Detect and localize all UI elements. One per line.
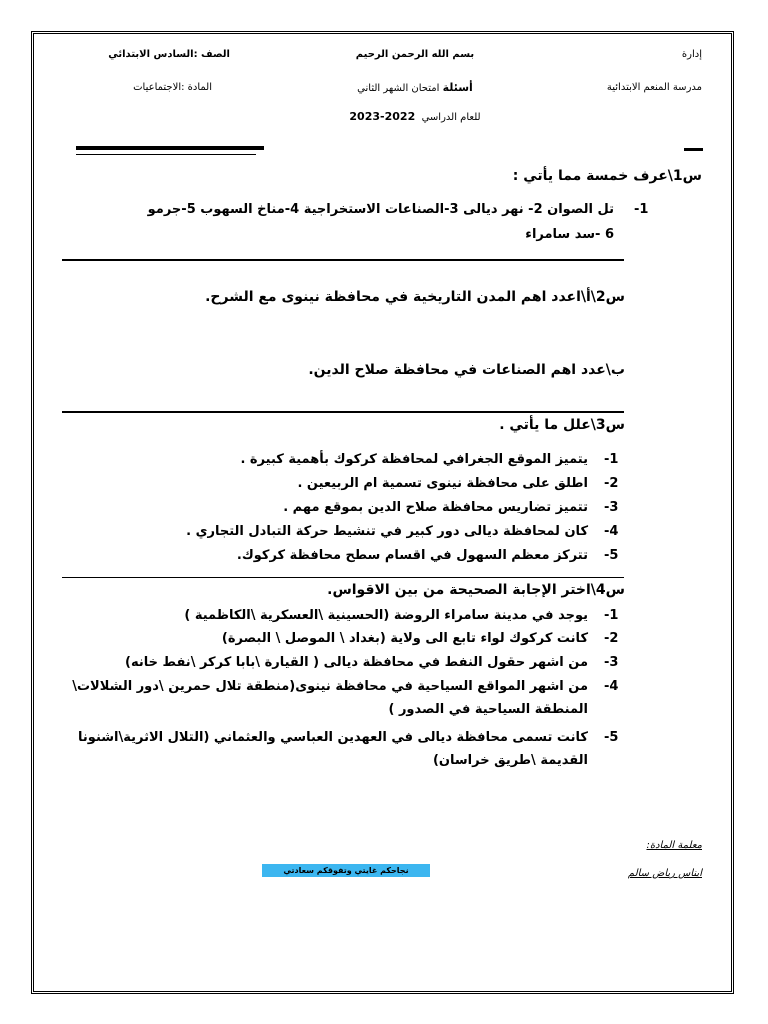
year-label: للعام الدراسي [421,112,481,123]
q3-item-number: -3 [604,500,619,515]
q1-divider [62,259,624,261]
q4-item-text: يوجد في مدينة سامراء الروضة (الحسينية \العسكرية \الكاظمية ) [184,608,588,623]
q4-item-number: -3 [604,655,619,670]
q4-item-text: من اشهر المواقع السياحية في محافظة نينوى(منطقة تلال حمرين \دور الشلالات\ [72,679,588,694]
q3-item-number: -1 [604,452,619,467]
teacher-name: ايناس رياض سالم [627,868,702,879]
q2-part-a: س2\أ\اعدد اهم المدن التاريخية في محافظة نينوى مع الشرح. [205,289,625,305]
q4-item-number: -1 [604,608,619,623]
q3-item-text: يتميز الموقع الجغرافي لمحافظة كركوك بأهمية كبيرة . [240,452,588,467]
q1-terms-line2: 6 -سد سامراء [525,227,614,242]
q1-terms-line1: تل الصوان 2- نهر ديالى 3-الصناعات الاستخراجية 4-مناخ السهوب 5-جرمو [147,202,614,217]
q4-item-number: -4 [604,679,619,694]
q4-item-text: القديمة \طريق خراسان) [432,753,588,768]
q4-item-text: من اشهر حقول النفط في محافظة ديالى ( القيارة \بابا كركر \نفط خانه) [125,655,588,670]
subject-label: المادة :الاجتماعيات [133,82,212,93]
academic-year [320,110,510,123]
q3-item-text: كان لمحافظة ديالى دور كبير في تنشيط حركة التبادل التجاري . [186,524,588,539]
q1-title: س1\عرف خمسة مما يأتي : [512,168,702,184]
q3-item-text: تتميز تضاريس محافظة صلاح الدين بموقع مهم . [283,500,588,515]
success-wish-banner: نجاحكم غايتي وتفوقكم سعادتي [262,864,430,877]
q3-item-text: اطلق على محافظة نينوى تسمية ام الربيعين . [297,476,588,491]
q4-item-text: كانت تسمى محافظة ديالى في العهدين العباسي والعثماني (التلال الاثرية\اشنونا [78,730,588,745]
q2-part-b: ب\عدد اهم الصناعات في محافظة صلاح الدين. [308,362,625,378]
q3-item-text: تتركز معظم السهول في اقسام سطح محافظة كركوك. [236,548,588,563]
header-divider-right [684,148,703,151]
q4-item-text: كانت كركوك لواء تابع الى ولاية (بغداد \ الموصل \ البصرة) [221,631,588,646]
q1-number: -1 [634,202,649,217]
exam-title-rest: امتحان الشهر الثاني [357,83,443,94]
exam-title [320,81,510,94]
header-divider-thin [76,154,256,155]
grade-label: الصف :السادس الابتدائي [108,49,230,60]
q3-item-number: -5 [604,548,619,563]
teacher-label: معلمة المادة: [646,840,702,851]
admin-label: إدارة [681,49,702,60]
q4-item-number: -5 [604,730,619,745]
q3-title: س3\علل ما يأتي . [499,417,625,433]
header-divider-thick [76,146,264,150]
q4-title: س4\اختر الإجابة الصحيحة من بين الاقواس. [327,582,625,598]
q4-item-number: -2 [604,631,619,646]
exam-title-bold: أسئلة [442,81,473,94]
q2-divider [62,411,624,413]
q3-item-number: -4 [604,524,619,539]
q4-item-text: المنطقة السياحية في الصدور ) [388,702,588,717]
school-name: مدرسة المنعم الابتدائية [606,82,702,93]
year-value: 2022-2023 [349,110,416,123]
q3-item-number: -2 [604,476,619,491]
q3-divider [62,577,624,578]
basmala: بسم الله الرحمن الرحيم [355,49,475,60]
